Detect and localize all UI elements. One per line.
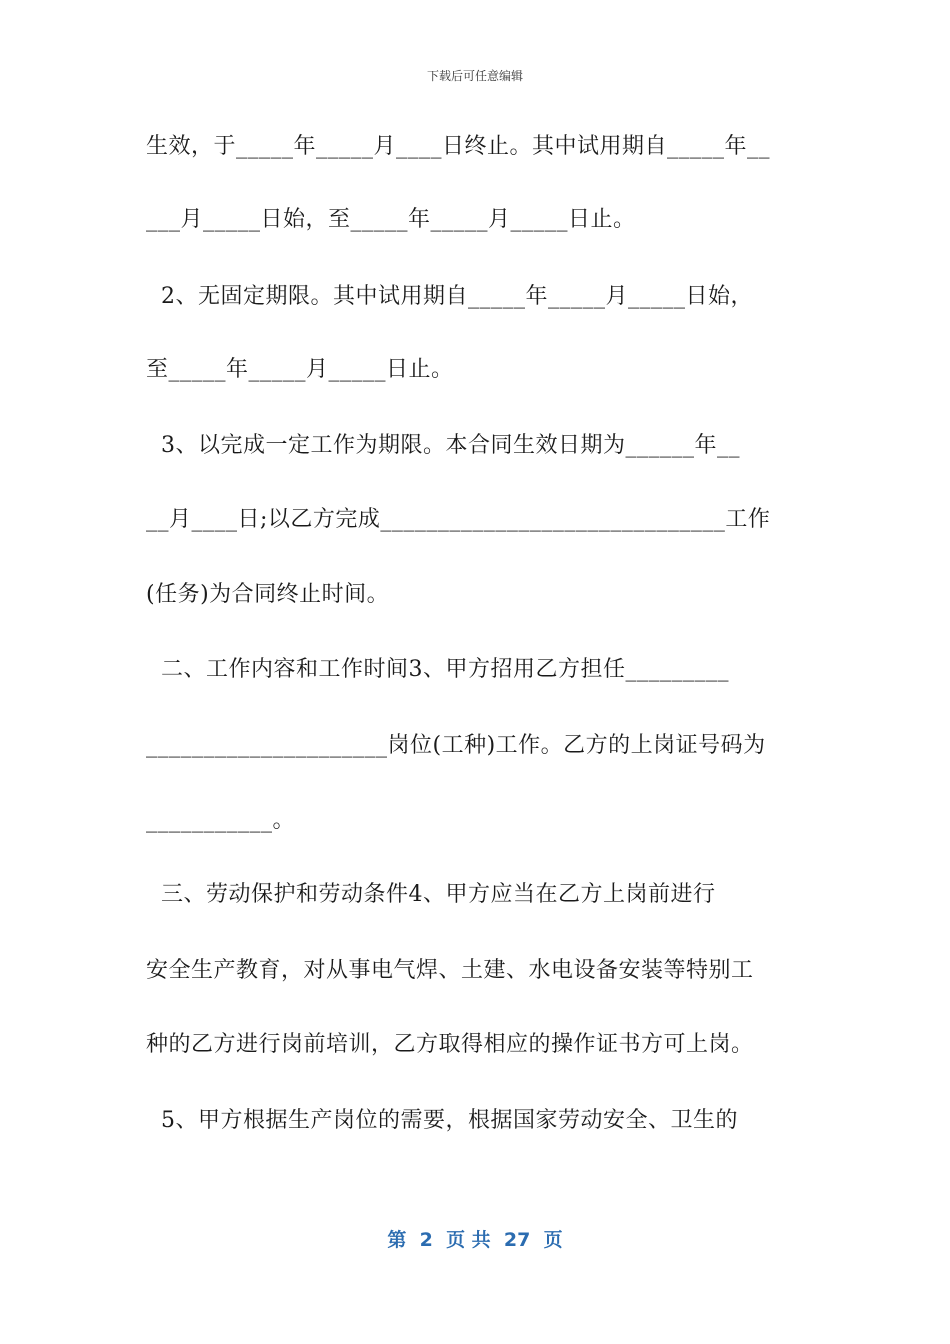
text-line: (任务)为合同终止时间。 bbox=[146, 582, 390, 607]
text-line: 3、以完成一定工作为期限。本合同生效日期为______年__ bbox=[146, 433, 740, 458]
text-line: 5、甲方根据生产岗位的需要，根据国家劳动安全、卫生的 bbox=[146, 1108, 738, 1133]
page-number-footer: 第 2 页 共 27 页 bbox=[387, 1229, 563, 1251]
text-line: ___________。 bbox=[146, 808, 296, 833]
text-line: 生效，于_____年_____月____日终止。其中试用期自_____年__ bbox=[146, 134, 771, 159]
text-line: 至_____年_____月_____日止。 bbox=[146, 357, 454, 382]
text-line: ___月_____日始，至_____年_____月_____日止。 bbox=[146, 207, 636, 232]
text-line: _____________________岗位(工种)工作。乙方的上岗证号码为 bbox=[146, 733, 766, 758]
text-line: __月____日;以乙方完成______________________________工作 bbox=[146, 507, 771, 532]
text-line: 种的乙方进行岗前培训，乙方取得相应的操作证书方可上岗。 bbox=[146, 1032, 754, 1057]
page-header-note: 下载后可任意编辑 bbox=[426, 69, 523, 83]
text-line: 安全生产教育，对从事电气焊、土建、水电设备安装等特别工 bbox=[146, 958, 754, 983]
text-line: 二、工作内容和工作时间3、甲方招用乙方担任_________ bbox=[146, 657, 729, 682]
text-line: 三、劳动保护和劳动条件4、甲方应当在乙方上岗前进行 bbox=[146, 882, 716, 907]
text-line: 2、无固定期限。其中试用期自_____年_____月_____日始， bbox=[146, 284, 753, 309]
